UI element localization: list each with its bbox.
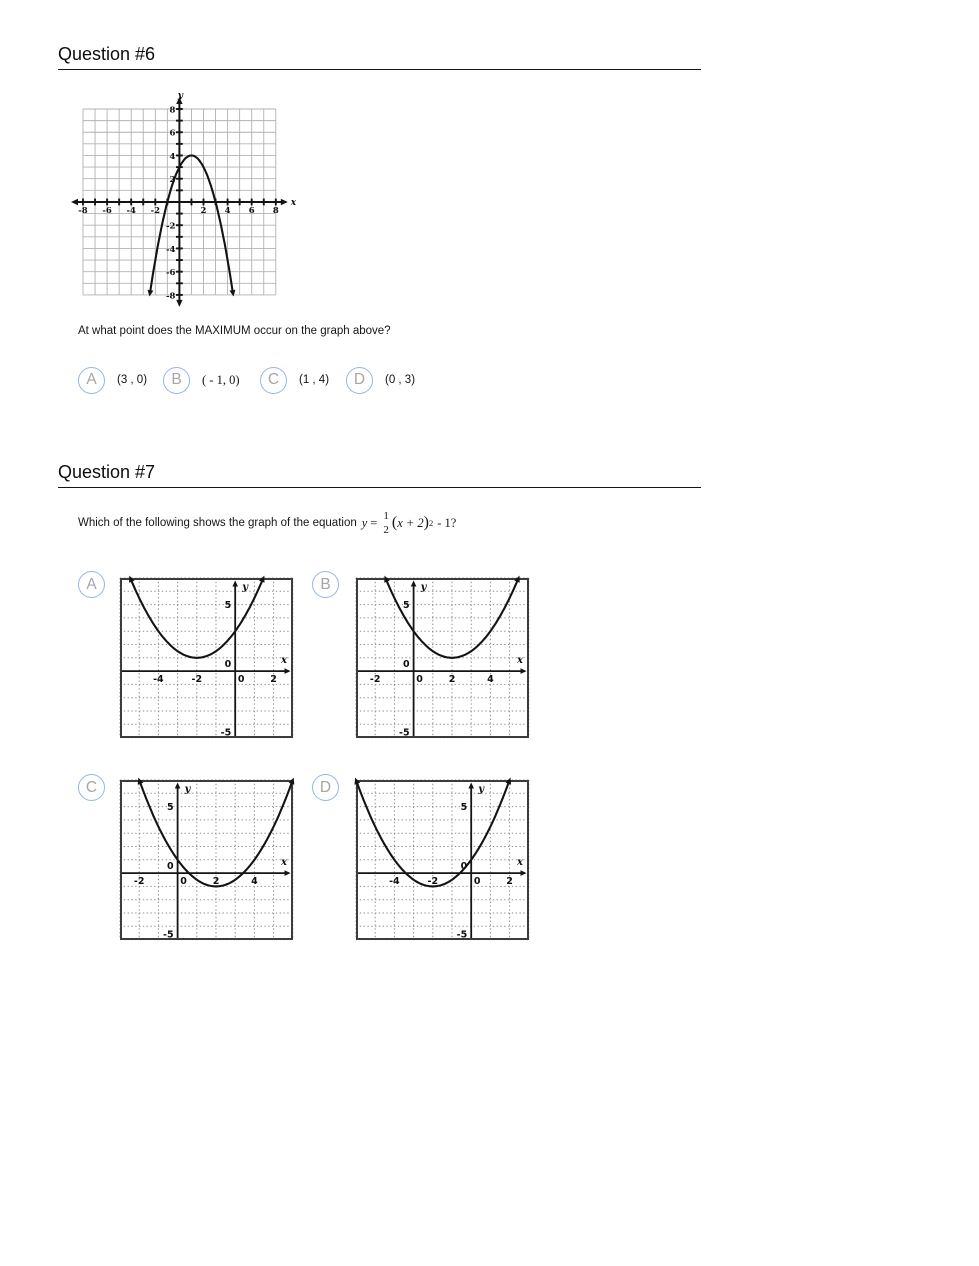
svg-text:2: 2: [169, 175, 176, 186]
svg-text:x: x: [281, 655, 287, 667]
svg-text:-6: -6: [102, 205, 112, 216]
svg-text:-8: -8: [78, 205, 88, 216]
svg-text:5: 5: [402, 600, 410, 612]
q6-option-c-button[interactable]: C: [260, 367, 287, 394]
svg-text:2: 2: [212, 876, 220, 888]
svg-text:-4: -4: [153, 674, 164, 686]
svg-text:x: x: [281, 857, 287, 869]
svg-text:0: 0: [402, 659, 410, 671]
svg-text:-2: -2: [369, 674, 381, 686]
svg-text:5: 5: [166, 802, 174, 814]
question6-graph: [70, 91, 297, 313]
svg-text:4: 4: [169, 151, 176, 162]
equation-fraction: [383, 511, 389, 536]
svg-text:4: 4: [487, 674, 494, 686]
svg-text:8: 8: [272, 205, 279, 216]
svg-text:6: 6: [248, 205, 255, 216]
svg-text:x: x: [517, 655, 523, 667]
svg-text:2: 2: [270, 674, 277, 686]
svg-text:0: 0: [166, 861, 174, 873]
svg-text:-6: -6: [165, 268, 176, 279]
svg-text:2: 2: [448, 674, 456, 686]
svg-text:-5: -5: [220, 727, 232, 739]
q6-option-d-label: (0 , 3): [385, 374, 416, 386]
svg-text:x: x: [517, 857, 523, 869]
q7-option-b-graph: [356, 578, 529, 743]
svg-text:-4: -4: [389, 876, 400, 888]
svg-text:y: y: [184, 784, 191, 795]
equation-close-paren: ): [423, 514, 429, 531]
fraction-denominator: 2: [383, 523, 389, 536]
q6-option-b: [163, 366, 240, 394]
svg-text:0: 0: [460, 861, 468, 873]
q7-option-d-graph: [356, 780, 529, 945]
svg-text:4: 4: [251, 876, 258, 888]
svg-text:0: 0: [180, 876, 187, 888]
svg-text:5: 5: [224, 600, 232, 612]
q6-option-a-button[interactable]: A: [78, 367, 105, 394]
svg-text:y: y: [242, 582, 249, 593]
svg-text:0: 0: [473, 876, 481, 888]
q7-option-c-button[interactable]: C: [78, 774, 105, 801]
q6-option-a: [78, 366, 147, 394]
svg-text:0: 0: [237, 674, 245, 686]
q7-option-a-graph: [120, 578, 293, 743]
svg-text:-4: -4: [126, 205, 136, 216]
svg-text:-2: -2: [133, 876, 145, 888]
equation-equals: =: [370, 515, 378, 530]
svg-text:-2: -2: [165, 221, 176, 232]
svg-text:2: 2: [506, 876, 513, 888]
svg-text:y: y: [177, 91, 184, 101]
fraction-numerator: 1: [383, 509, 389, 522]
equation-body: x + 2: [397, 515, 424, 530]
svg-text:-2: -2: [191, 674, 203, 686]
q7-option-b-button[interactable]: B: [312, 571, 339, 598]
q6-option-b-button[interactable]: B: [163, 367, 190, 394]
svg-text:4: 4: [224, 205, 231, 216]
svg-text:2: 2: [200, 205, 207, 216]
question6-heading: Question #6: [58, 44, 701, 70]
svg-text:-8: -8: [165, 291, 176, 302]
svg-text:-5: -5: [456, 929, 468, 941]
question7-prompt: [78, 503, 459, 543]
svg-text:-2: -2: [427, 876, 439, 888]
equation-y: y: [361, 515, 368, 530]
question7-equation: [362, 511, 460, 536]
svg-text:y: y: [420, 582, 427, 593]
svg-text:-4: -4: [165, 244, 176, 255]
q6-option-a-label: (3 , 0): [117, 374, 148, 386]
svg-text:-2: -2: [150, 205, 161, 216]
q7-option-d-button[interactable]: D: [312, 774, 339, 801]
svg-text:6: 6: [169, 128, 176, 139]
q6-option-d: [346, 366, 415, 394]
svg-text:8: 8: [169, 105, 176, 116]
question6-prompt: At what point does the MAXIMUM occur on the graph above?: [78, 325, 391, 337]
q7-option-a-button[interactable]: A: [78, 571, 105, 598]
equation-exponent: 2: [429, 518, 434, 528]
svg-text:5: 5: [460, 802, 468, 814]
svg-text:x: x: [290, 197, 297, 208]
svg-text:y: y: [478, 784, 485, 795]
question7-prompt-text: Which of the following shows the graph of the equation: [78, 517, 357, 529]
equation-tail: - 1?: [437, 515, 457, 530]
svg-text:0: 0: [416, 674, 423, 686]
svg-text:-5: -5: [399, 727, 410, 739]
q6-option-c-label: (1 , 4): [299, 374, 330, 386]
svg-text:-5: -5: [163, 929, 174, 941]
q6-option-c: [260, 366, 329, 394]
q6-option-b-label: ( - 1, 0): [202, 372, 240, 387]
question7-heading: Question #7: [58, 462, 701, 488]
q7-option-c-graph: [120, 780, 293, 945]
equation-open-paren: (: [391, 514, 398, 531]
svg-text:0: 0: [224, 659, 232, 671]
q6-option-d-button[interactable]: D: [346, 367, 373, 394]
